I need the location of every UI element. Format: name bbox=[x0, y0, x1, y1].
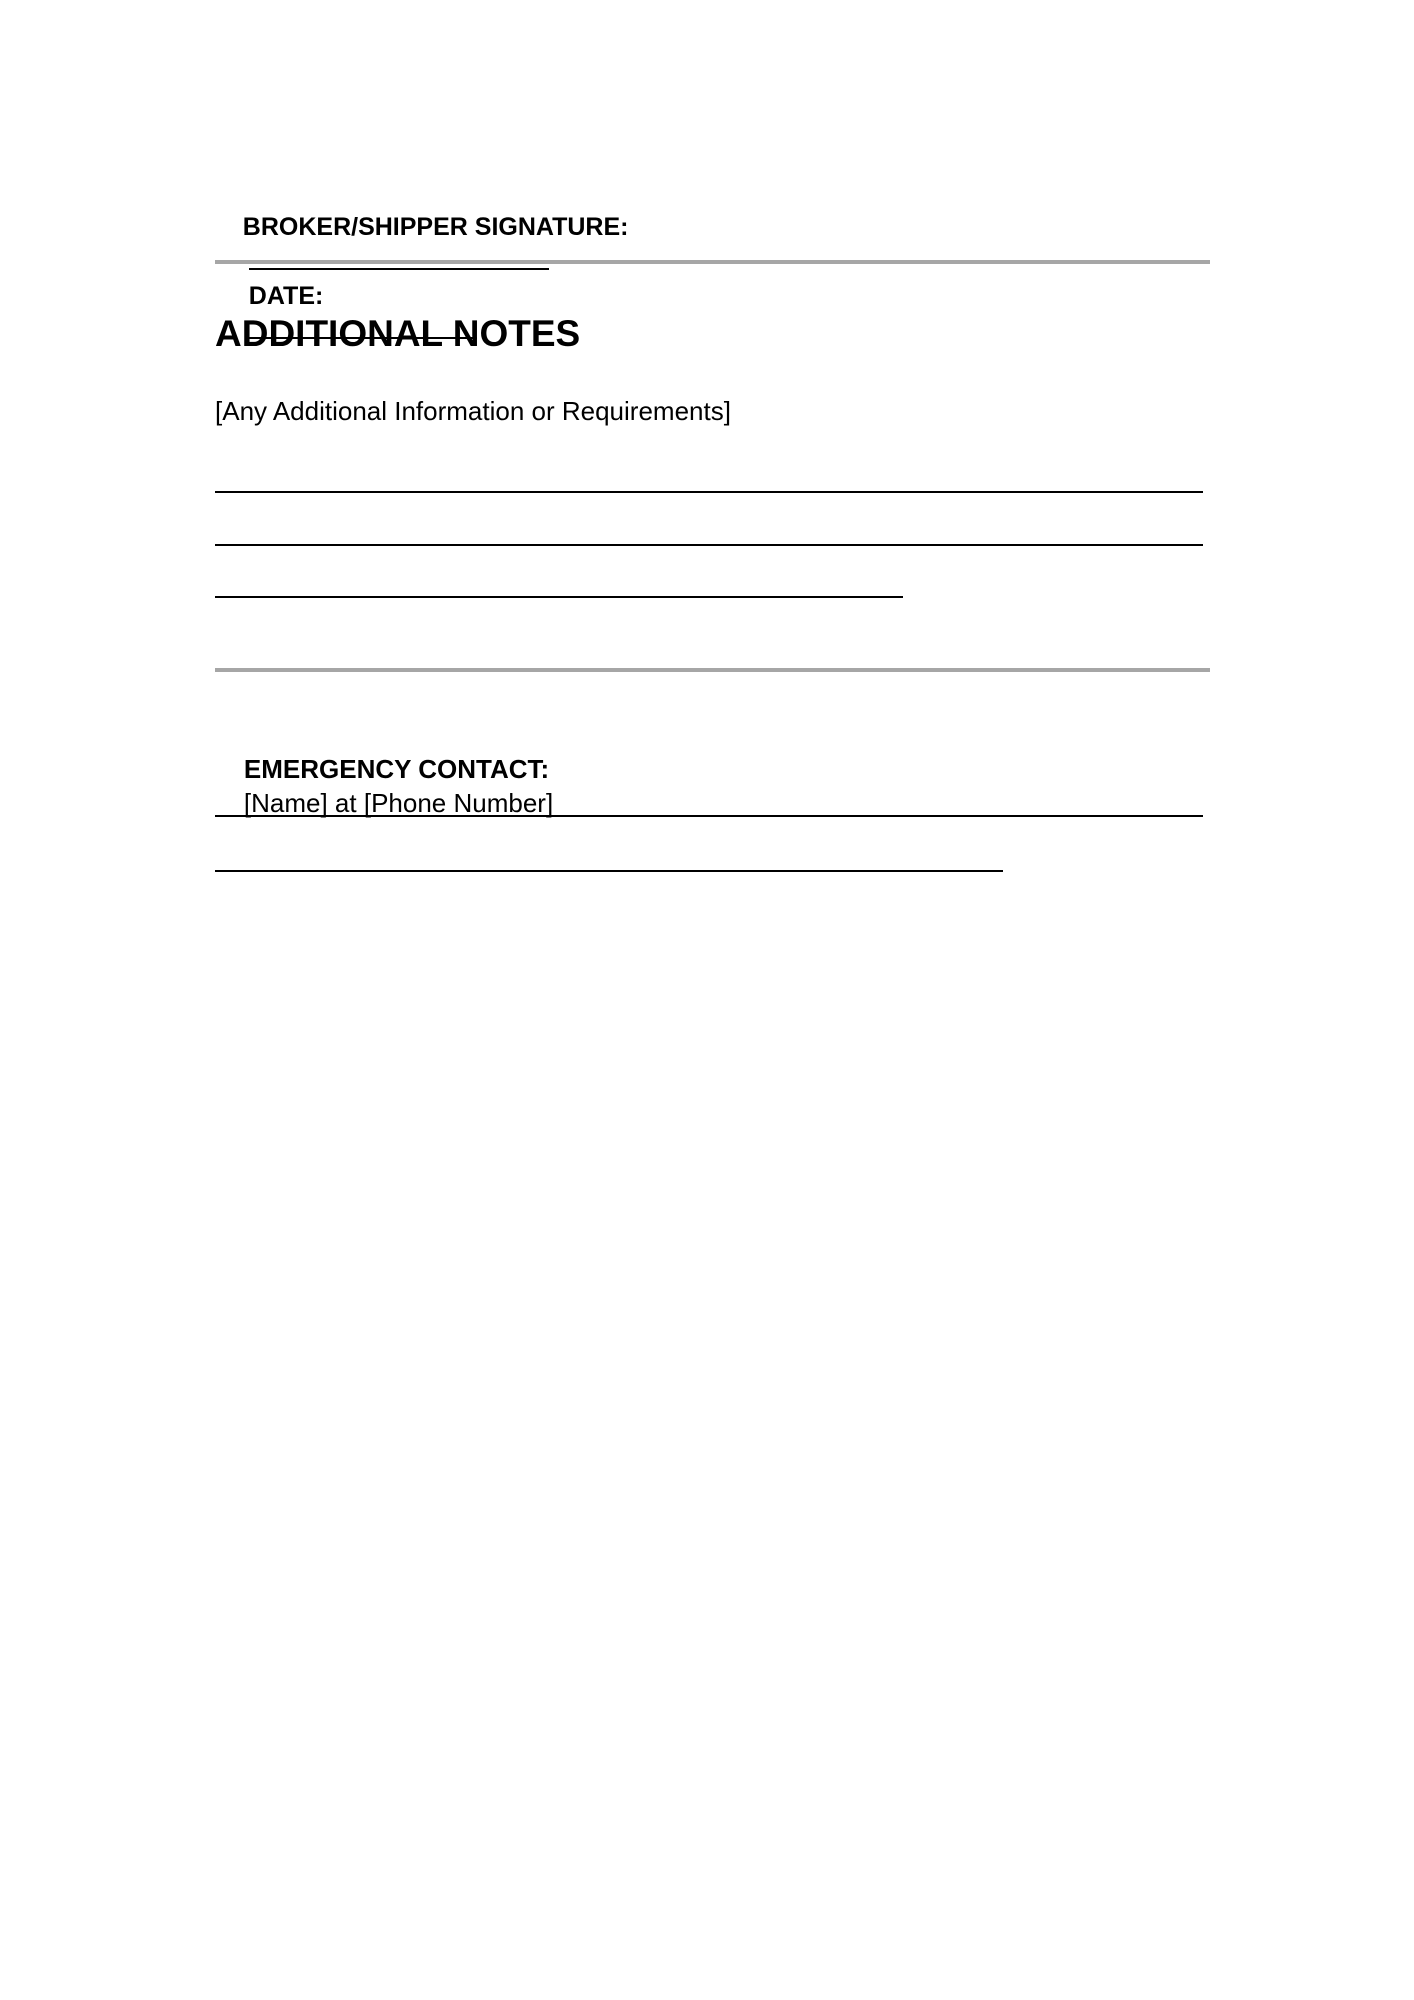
additional-notes-heading: ADDITIONAL NOTES bbox=[215, 313, 581, 354]
section-divider-2 bbox=[215, 668, 1210, 672]
section-divider-1 bbox=[215, 260, 1210, 264]
additional-notes-placeholder: [Any Additional Information or Requirements] bbox=[215, 396, 731, 426]
date-label: DATE: bbox=[248, 282, 324, 310]
emergency-contact bbox=[215, 718, 553, 854]
contact-line-2[interactable] bbox=[215, 870, 1003, 872]
signature-blank[interactable] bbox=[249, 244, 549, 270]
emergency-contact-value: [Name] at [Phone Number] bbox=[243, 788, 554, 818]
contact-line-1[interactable] bbox=[215, 815, 1203, 817]
emergency-contact-label: EMERGENCY CONTACT: bbox=[243, 754, 550, 784]
notes-line-3[interactable] bbox=[215, 596, 903, 598]
notes-line-1[interactable] bbox=[215, 491, 1203, 493]
signature-label: BROKER/SHIPPER SIGNATURE: bbox=[242, 213, 629, 241]
notes-line-2[interactable] bbox=[215, 544, 1203, 546]
